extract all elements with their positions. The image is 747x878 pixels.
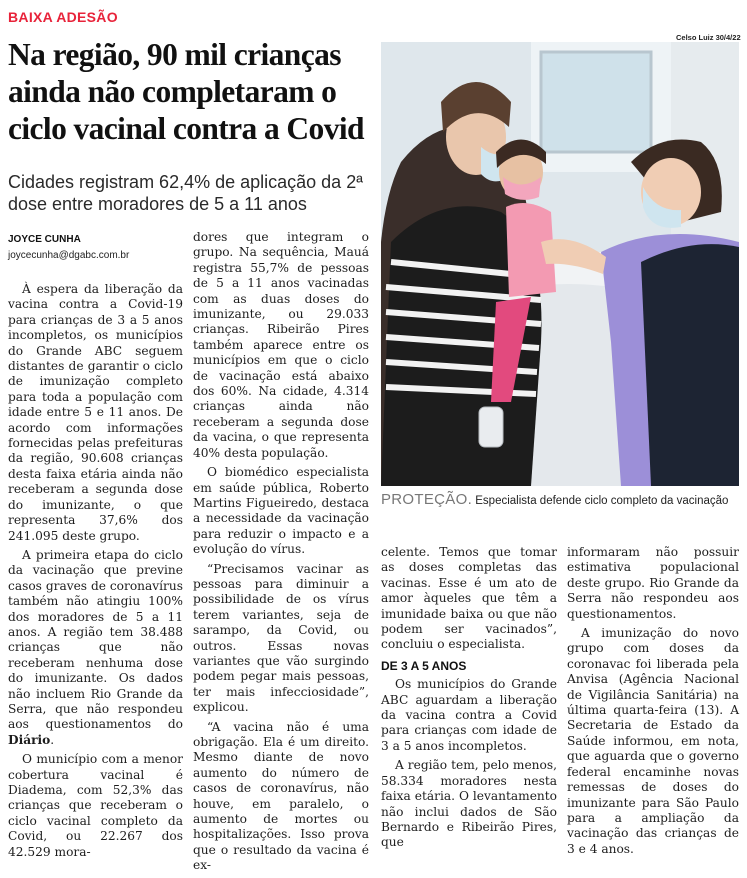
article-column-4 [567,545,739,861]
photo-credit: Celso Luiz 30/4/22 [676,33,741,42]
paragraph: dores que integram o grupo. Na sequência, Mauá registra 55,7% de pessoas de 5 a 11 anos vacinadas com as duas doses do imunizante, ou 29.033 crianças. Ribeirão Pires também aparece entre os municípios em que o ciclo de vacinação está abaixo dos 60%. Na cidade, 4.314 crianças ainda não receberam a segunda dose da vacina, o que representa 40% desta população. [193,230,369,460]
paragraph: O município com a menor cobertura vacinal é Diadema, com 52,3% das crianças que receberam o ciclo vacinal completo da Covid, ou 22.267 dos 42.529 mora- [8,752,183,859]
paragraph: celente. Temos que tomar as doses completas das vacinas. Esse é um ato de amor àqueles que têm a imunidade baixa ou que não podem ser vacinados”, concluiu o especialista. [381,545,557,652]
news-photo [381,42,739,486]
paragraph: “Precisamos vacinar as pessoas para diminuir a possibilidade de os vírus terem variantes, seja de sarampo, da Covid, ou outros. Essas novas variantes que vão surgindo podem pegar mais pessoas, ter mais infecciosidade”, explicou. [193,561,369,715]
newspaper-name: Diário [8,732,51,747]
caption-text: Especialista defende ciclo completo da vacinação [475,495,729,507]
paragraph: A imunização do novo grupo com doses da coronavac foi liberada pela Anvisa (Agência Nacional de Vigilância Sanitária) na última quarta-feira (13). A Secretaria de Estado da Saúde informou, em nota, que aguarda que o governo federal encaminhe novas remessas de doses do imunizante para São Paulo para a ampliação da vacinação das crianças de 3 e 4 anos. [567,626,739,856]
section-kicker: BAIXA ADESÃO [8,9,118,25]
paragraph: À espera da liberação da vacina contra a Covid-19 para crianças de 3 a 5 anos incompletos, os municípios do Grande ABC seguem distantes de garantir o ciclo de imunização completo para toda a população com idade entre 5 e 11 anos. De acordo com informações fornecidas pelas prefeituras da região, 90.608 crianças desta faixa etária ainda não receberam a segunda dose do imunizante, o que representa 37,6% dos 241.095 deste grupo. [8,282,183,543]
author-byline: JOYCE CUNHA [8,234,81,245]
author-email: joycecunha@dgabc.com.br [8,250,130,261]
paragraph: “A vacina não é uma obrigação. Ela é um direito. Mesmo diante de novo aumento do número de casos de coronavírus, não houve, em paralelo, o aumento de mortes ou hospitalizações. Isso prova que o resultado da vacina é ex- [193,719,369,873]
photo-caption [381,491,743,508]
subheadline: Cidades registram 62,4% de aplicação da 2ª dose entre moradores de 5 a 11 anos [8,172,363,214]
paragraph: A primeira etapa do ciclo da vacinação que previne casos graves de coronavírus também não atingiu 100% dos moradores de 5 a 11 anos. A região tem 38.488 crianças que não receberam nenhuma dose do imunizante. Os dados não incluem Rio Grande da Serra, que não respondeu aos questionamentos do Diário. [8,547,183,747]
paragraph: informaram não possuir estimativa populacional deste grupo. Rio Grande da Serra não respondeu aos questionamentos. [567,545,739,621]
paragraph: A região tem, pelo menos, 58.334 moradores nesta faixa etária. O levantamento não inclui dados de São Bernardo e Ribeirão Pires, que [381,758,557,850]
article-column-2 [193,230,369,878]
caption-label: PROTEÇÃO. [381,491,473,508]
headline: Na região, 90 mil crianças ainda não completaram o ciclo vacinal contra a Covid [8,37,364,146]
paragraph: Os municípios do Grande ABC aguardam a liberação da vacina contra a Covid para crianças com idade de 3 a 5 anos incompletos. [381,677,557,753]
article-column-1 [8,282,183,864]
paragraph: O biomédico especialista em saúde pública, Roberto Martins Figueiredo, destaca a necessidade da vacinação para reduzir o impacto e a evolução do vírus. [193,465,369,557]
section-subheading: DE 3 A 5 ANOS [381,658,467,673]
article-column-3 [381,545,557,855]
